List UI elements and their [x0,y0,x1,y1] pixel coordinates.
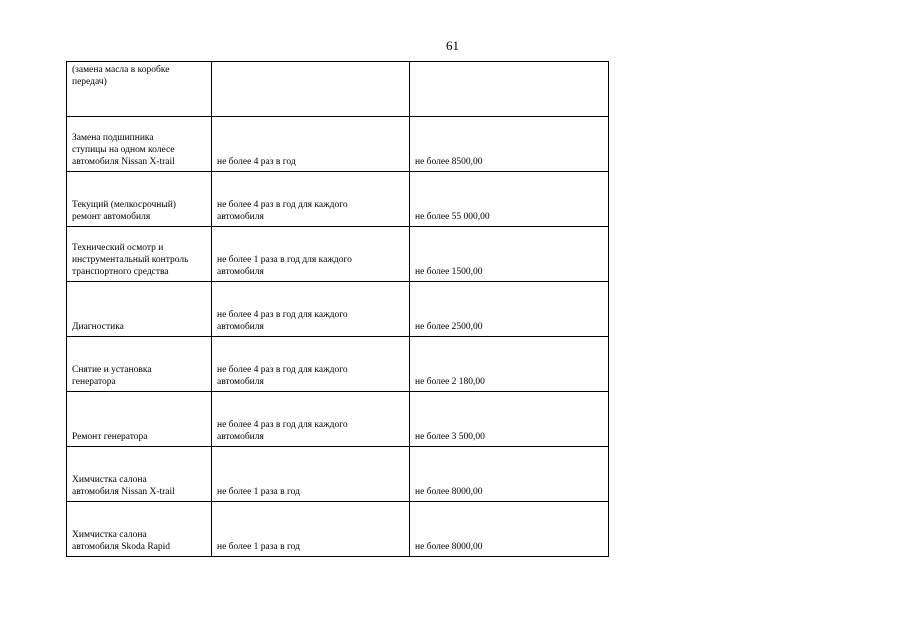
price-cell [410,502,609,557]
table-row [67,172,609,227]
frequency-cell [212,62,410,117]
service-cell [67,117,212,172]
price-text: не более 1500,00 [415,267,483,277]
service-cell [67,227,212,282]
service-cell [67,172,212,227]
price-cell [410,227,609,282]
frequency-text: не более 4 раз в год [217,157,296,167]
price-text: не более 8000,00 [415,487,483,497]
service-name: Снятие и установка генератора [72,365,152,387]
price-text: не более 8000,00 [415,542,483,552]
frequency-cell [212,502,410,557]
price-text: не более 2500,00 [415,322,483,332]
frequency-text: не более 4 раз в год для каждого автомобиля [217,420,348,442]
price-cell [410,282,609,337]
price-cell [410,337,609,392]
service-cell [67,62,212,117]
price-cell [410,62,609,117]
frequency-cell [212,227,410,282]
price-text: не более 8500,00 [415,157,483,167]
page-number: 61 [446,38,459,53]
table-row [67,447,609,502]
price-cell [410,392,609,447]
price-text: не более 55 000,00 [415,212,490,222]
service-cell [67,502,212,557]
services-table [66,61,609,557]
frequency-text: не более 1 раза в год [217,542,300,552]
frequency-cell [212,392,410,447]
frequency-cell [212,117,410,172]
service-cell [67,282,212,337]
price-text: не более 2 180,00 [415,377,485,387]
price-cell [410,172,609,227]
table-row [67,502,609,557]
service-name: Текущий (мелкосрочный) ремонт автомобиля [72,200,176,222]
table-row [67,227,609,282]
price-cell [410,447,609,502]
service-name: Технический осмотр и инструментальный контроль транспортного средства [72,243,189,277]
price-text: не более 3 500,00 [415,432,485,442]
frequency-cell [212,282,410,337]
frequency-text: не более 4 раз в год для каждого автомобиля [217,365,348,387]
table-row [67,392,609,447]
frequency-cell [212,172,410,227]
table-row [67,62,609,117]
service-name: Химчистка салона автомобиля Nissan X-trail [72,475,175,497]
service-name: Замена подшипника ступицы на одном колесе автомобиля Nissan X-trail [72,133,175,167]
service-name: (замена масла в коробке передач) [72,65,170,87]
frequency-cell [212,447,410,502]
table-row [67,337,609,392]
service-name: Ремонт генератора [72,432,148,442]
price-cell [410,117,609,172]
service-name: Химчистка салона автомобиля Skoda Rapid [72,530,171,552]
frequency-cell [212,337,410,392]
table-row [67,282,609,337]
service-cell [67,337,212,392]
service-cell [67,447,212,502]
service-name: Диагностика [72,322,124,332]
frequency-text: не более 1 раза в год для каждого автомобиля [217,255,352,277]
frequency-text: не более 1 раза в год [217,487,300,497]
service-cell [67,392,212,447]
frequency-text: не более 4 раз в год для каждого автомобиля [217,310,348,332]
table-row [67,117,609,172]
frequency-text: не более 4 раз в год для каждого автомобиля [217,200,348,222]
